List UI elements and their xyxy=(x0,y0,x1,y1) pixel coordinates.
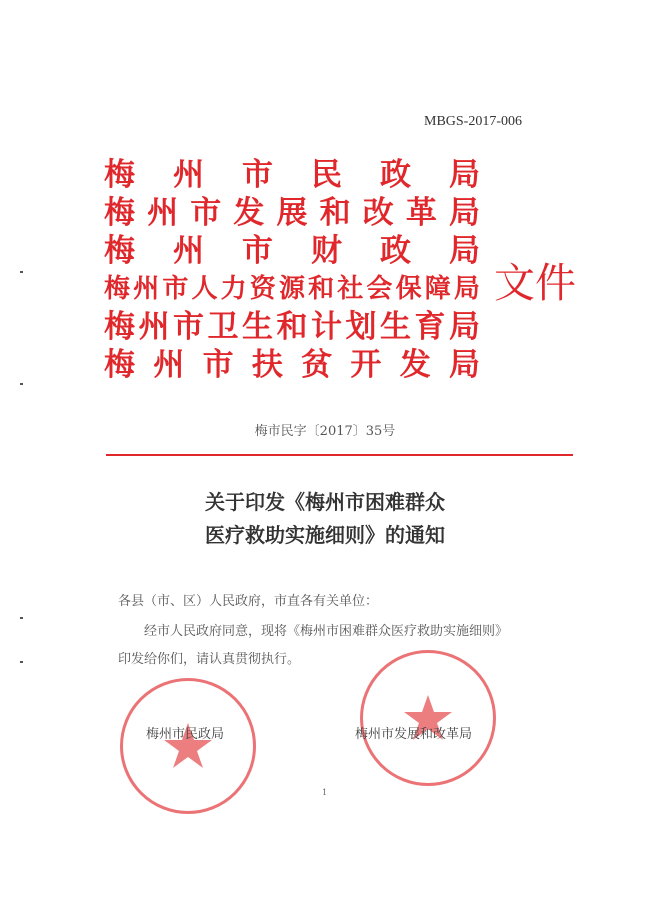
agency-char: 局 xyxy=(449,309,480,345)
scan-mark xyxy=(20,661,23,663)
agency-char: 梅 xyxy=(104,274,131,304)
agency-char: 卫 xyxy=(207,309,239,345)
agency-char: 梅 xyxy=(104,309,135,345)
agency-char: 市 xyxy=(202,347,234,383)
signature-left: 梅州市民政局 xyxy=(146,727,225,742)
agency-char: 州 xyxy=(133,274,160,304)
agency-char: 民 xyxy=(311,157,342,193)
signature-right: 梅州市发展和改革局 xyxy=(355,727,473,742)
scan-mark xyxy=(20,617,23,619)
agency-char: 局 xyxy=(448,347,480,383)
agency-char: 划 xyxy=(345,309,377,345)
agency-char: 和 xyxy=(276,309,308,345)
agency-char: 和 xyxy=(308,274,335,304)
agency-char: 展 xyxy=(276,195,308,231)
agency-char: 贫 xyxy=(301,347,333,383)
agency-char: 开 xyxy=(350,347,382,383)
issue-number: 梅市民字〔2017〕35号 xyxy=(254,424,396,439)
agency-char: 保 xyxy=(395,274,422,304)
agency-char: 局 xyxy=(453,274,480,304)
agency-char: 梅 xyxy=(104,233,135,269)
agency-char: 州 xyxy=(138,309,170,345)
agency-char: 市 xyxy=(173,309,204,345)
agency-char: 州 xyxy=(173,233,204,269)
agency-line xyxy=(104,232,480,270)
agency-char: 源 xyxy=(278,274,305,304)
agency-char: 州 xyxy=(173,157,204,193)
agency-char: 政 xyxy=(380,233,411,269)
agency-char: 生 xyxy=(380,309,411,345)
page-number: 1 xyxy=(322,788,328,797)
body-paragraph: 经市人民政府同意，现将《梅州市困难群众医疗救助实施细则》印发给你们，请认真贯彻执行。 xyxy=(118,624,509,667)
agency-char: 市 xyxy=(242,157,273,193)
agency-char: 局 xyxy=(449,157,480,193)
agency-char: 人 xyxy=(191,274,218,304)
agency-char: 梅 xyxy=(104,347,135,383)
agency-char: 发 xyxy=(399,347,431,383)
agency-char: 财 xyxy=(311,233,342,269)
agency-char: 障 xyxy=(424,274,451,304)
red-divider xyxy=(106,454,573,456)
document-suffix: 文件 xyxy=(494,259,576,307)
document-number: MBGS-2017-006 xyxy=(424,114,523,129)
agency-char: 资 xyxy=(249,274,276,304)
agency-char: 社 xyxy=(337,274,364,304)
agency-char: 市 xyxy=(190,195,222,231)
agency-char: 计 xyxy=(311,309,342,345)
agency-char: 政 xyxy=(380,157,411,193)
title-line-1: 关于印发《梅州市困难群众 xyxy=(205,490,445,514)
agency-char: 育 xyxy=(414,309,446,345)
agency-char: 生 xyxy=(242,309,273,345)
agency-char: 局 xyxy=(449,233,480,269)
agency-char: 州 xyxy=(153,347,185,383)
agency-char: 扶 xyxy=(251,347,283,383)
agency-char: 梅 xyxy=(104,157,135,193)
scan-mark xyxy=(20,383,23,385)
agency-char: 力 xyxy=(220,274,247,304)
agency-char: 市 xyxy=(242,233,273,269)
agency-char: 改 xyxy=(362,195,394,231)
agency-line xyxy=(104,270,480,308)
official-seal-stamp xyxy=(360,650,496,786)
agency-line xyxy=(104,156,480,194)
issuing-agencies xyxy=(104,156,480,384)
agency-line xyxy=(104,308,480,346)
document-title xyxy=(0,486,650,552)
agency-char: 市 xyxy=(162,274,189,304)
agency-char: 革 xyxy=(405,195,437,231)
salutation: 各县（市、区）人民政府，市直各有关单位： xyxy=(118,594,379,609)
agency-char: 和 xyxy=(319,195,351,231)
agency-char: 会 xyxy=(366,274,393,304)
agency-char: 局 xyxy=(449,195,480,231)
title-line-2: 医疗救助实施细则》的通知 xyxy=(205,523,445,547)
scan-mark xyxy=(20,271,23,273)
agency-line xyxy=(104,194,480,232)
official-seal-stamp xyxy=(120,678,256,814)
agency-char: 梅 xyxy=(104,195,135,231)
agency-char: 州 xyxy=(147,195,179,231)
agency-char: 发 xyxy=(233,195,265,231)
agency-line xyxy=(104,346,480,384)
